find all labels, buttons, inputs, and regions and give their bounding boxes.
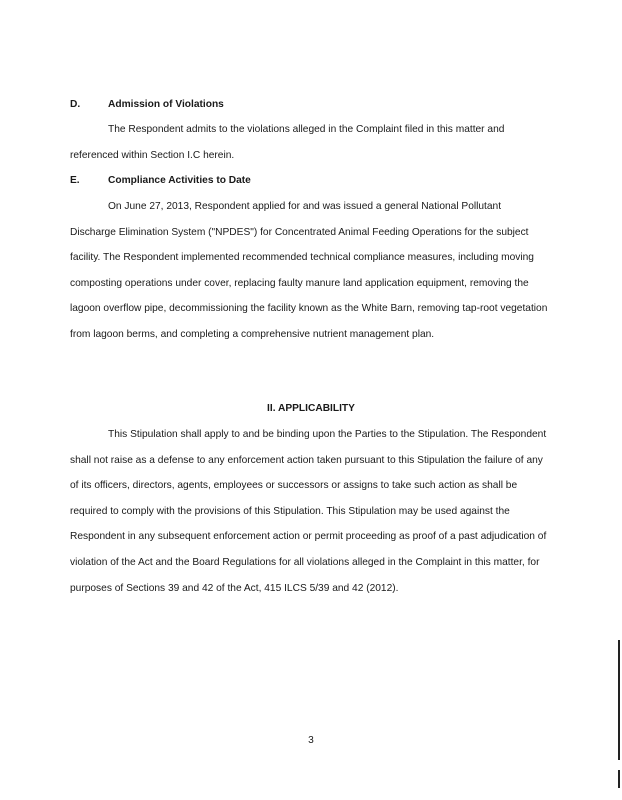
section-ii-heading: II. APPLICABILITY [267,403,355,414]
page-number: 3 [308,735,314,746]
section-d-body: The Respondent admits to the violations alleged in the Complaint filed in this matter and referenced within Section I.C herein. [70,124,505,161]
section-d-letter: D. [70,99,81,110]
scan-edge-mark [618,640,620,760]
section-ii-paragraph [70,422,548,601]
section-d-heading [70,99,224,110]
section-e-paragraph [70,194,548,348]
section-e-heading [70,175,251,186]
section-d-title: Admission of Violations [108,99,224,110]
section-ii-body: This Stipulation shall apply to and be binding upon the Parties to the Stipulation. The Respondent shall not raise as a defense to any enforcement action taken pursuant to this Stipulation the failure of any of its officers, directors, agents, employees or successors or assigns to take such action as shall be required to comply with the provisions of this Stipulation. This Stipulation may be used against the Respondent in any subsequent enforcement action or permit proceeding as proof of a past adjudication of violation of the Act and the Board Regulations for all violations alleged in the Complaint in this matter, for purposes of Sections 39 and 42 of the Act, 415 ILCS 5/39 and 42 (2012). [70,429,547,594]
section-e-letter: E. [70,175,80,186]
section-e-body: On June 27, 2013, Respondent applied for and was issued a general National Pollutant Discharge Elimination System ("NPDES") for Concentrated Animal Feeding Operations for the subject facility. The Respondent implemented recommended technical compliance measures, including moving composting operations under cover, replacing faulty manure land application equipment, removing the lagoon overflow pipe, decommissioning the facility known as the White Barn, removing tap-root vegetation from lagoon berms, and completing a comprehensive nutrient management plan. [70,201,548,340]
scan-edge-mark [618,770,620,788]
section-d-paragraph [70,117,548,168]
section-e-title: Compliance Activities to Date [108,175,251,186]
